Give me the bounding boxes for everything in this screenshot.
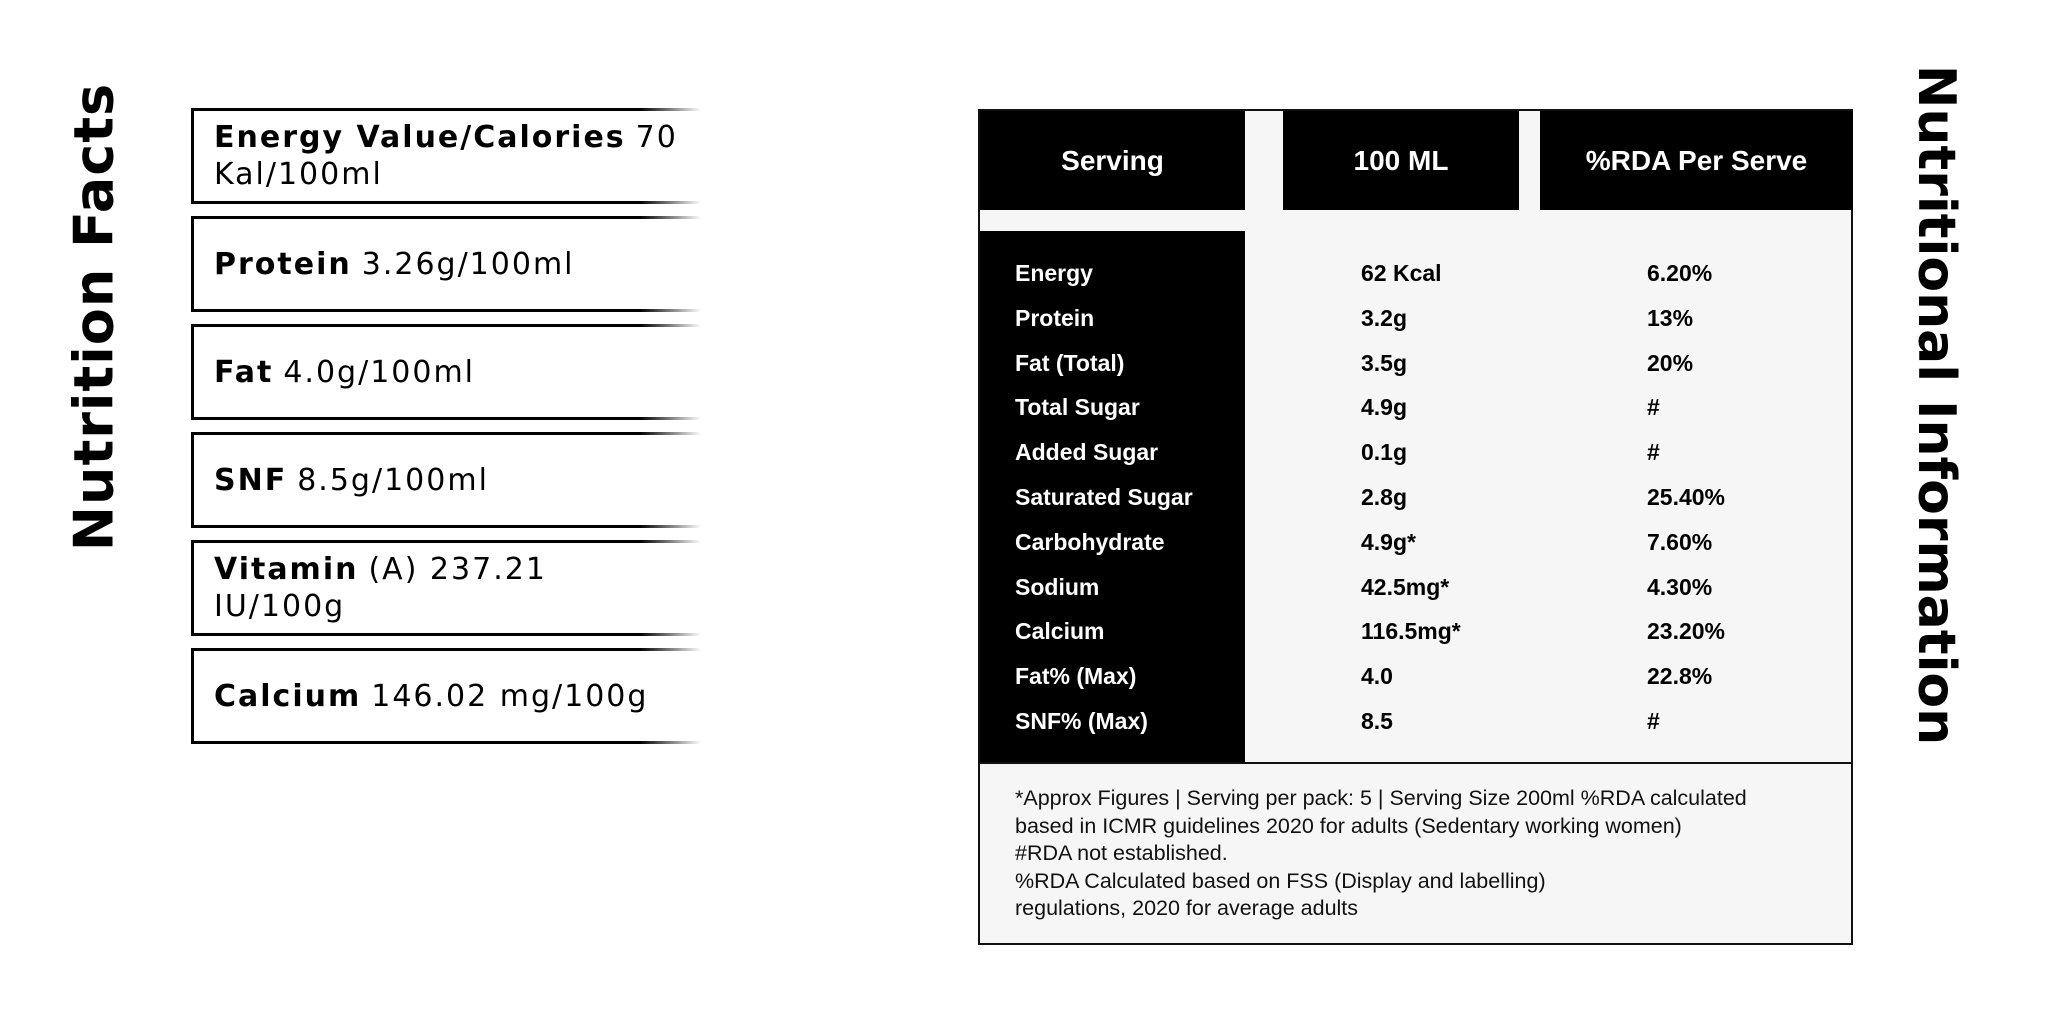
nutrient-rda: 23.20% bbox=[1647, 618, 1726, 645]
fact-text bbox=[214, 119, 681, 193]
fact-text bbox=[214, 678, 648, 715]
table-row bbox=[980, 654, 1853, 699]
footnote-line: *Approx Figures | Serving per pack: 5 | Serving Size 200ml %RDA calculated bbox=[1015, 786, 1747, 810]
fact-label: SNF bbox=[214, 462, 288, 498]
nutrient-amount: 3.5g bbox=[1361, 349, 1408, 376]
footnote-line: based in ICMR guidelines 2020 for adults (Sedentary working women) bbox=[1015, 813, 1682, 838]
nutrient-name: Fat% (Max) bbox=[1015, 663, 1137, 690]
fact-value: (A) 237.21 IU/100g bbox=[214, 552, 547, 624]
fact-label: Vitamin bbox=[214, 552, 359, 587]
nutrition-facts-list bbox=[191, 108, 701, 756]
fact-vitamin bbox=[191, 540, 701, 636]
footnote-line: regulations, 2020 for average adults bbox=[1015, 896, 1359, 920]
footnote-line: %RDA Calculated based on FSS (Display and labelling) bbox=[1015, 868, 1546, 893]
table-row bbox=[980, 475, 1853, 520]
nutrient-name: Added Sugar bbox=[1015, 439, 1159, 466]
fact-fat bbox=[191, 324, 701, 420]
nutrient-name: Carbohydrate bbox=[1015, 528, 1165, 555]
nutrient-rows bbox=[980, 251, 1853, 744]
nutrient-rda: 4.30% bbox=[1647, 573, 1713, 600]
nutrient-name: Fat (Total) bbox=[1015, 349, 1125, 376]
table-row bbox=[980, 565, 1853, 610]
nutrient-rda: # bbox=[1647, 439, 1660, 466]
table-row bbox=[980, 609, 1853, 654]
fact-value: 4.0g/100ml bbox=[283, 354, 476, 390]
footnote-line: #RDA not established. bbox=[1015, 841, 1228, 865]
table-row bbox=[980, 296, 1853, 341]
fact-value: 70 Kal/100ml bbox=[214, 120, 678, 192]
footnotes bbox=[1015, 785, 1835, 923]
nutrient-rda: 25.40% bbox=[1647, 483, 1726, 510]
fact-energy bbox=[191, 108, 701, 204]
nutrient-amount: 4.9g* bbox=[1361, 528, 1416, 555]
nutritional-information-title: Nutritional Information bbox=[1906, 64, 1966, 746]
fact-text bbox=[214, 551, 681, 625]
header-100ml: 100 ML bbox=[1283, 111, 1519, 210]
table-row bbox=[980, 520, 1853, 565]
nutrient-rda: 7.60% bbox=[1647, 528, 1713, 555]
fact-label: Protein bbox=[214, 246, 352, 282]
nutrient-amount: 42.5mg* bbox=[1361, 573, 1450, 600]
fact-text bbox=[214, 246, 575, 283]
table-row bbox=[980, 430, 1853, 475]
nutritional-info-table bbox=[978, 109, 1853, 945]
nutrient-rda: 20% bbox=[1647, 349, 1694, 376]
nutrient-rda: 6.20% bbox=[1647, 260, 1713, 286]
nutrient-amount: 3.2g bbox=[1361, 304, 1408, 331]
nutrition-facts-title: Nutrition Facts bbox=[62, 82, 126, 552]
nutrient-name: SNF% (Max) bbox=[1015, 707, 1148, 734]
table-row bbox=[980, 699, 1853, 744]
nutrient-name: Saturated Sugar bbox=[1015, 483, 1193, 510]
header-rda: %RDA Per Serve bbox=[1540, 111, 1853, 210]
footnote-divider bbox=[980, 762, 1853, 764]
fact-calcium bbox=[191, 648, 701, 744]
fact-protein bbox=[191, 216, 701, 312]
fact-value: 146.02 mg/100g bbox=[371, 678, 649, 714]
header-serving: Serving bbox=[980, 111, 1245, 210]
fact-text bbox=[214, 354, 475, 391]
nutrient-name: Calcium bbox=[1015, 618, 1105, 645]
nutrient-amount: 0.1g bbox=[1361, 439, 1408, 466]
fact-label: Energy Value/Calories bbox=[214, 120, 626, 155]
nutrient-amount: 62 Kcal bbox=[1361, 260, 1442, 286]
table-row bbox=[980, 341, 1853, 386]
nutrient-rda: # bbox=[1647, 394, 1660, 421]
nutrient-amount: 4.9g bbox=[1361, 394, 1408, 421]
nutrient-amount: 2.8g bbox=[1361, 483, 1408, 510]
nutrient-name: Sodium bbox=[1015, 573, 1100, 600]
fact-label: Calcium bbox=[214, 678, 362, 714]
table-row bbox=[980, 251, 1853, 296]
nutrient-rda: # bbox=[1647, 707, 1660, 734]
fact-value: 3.26g/100ml bbox=[361, 246, 575, 282]
fact-text bbox=[214, 462, 489, 499]
table-row bbox=[980, 385, 1853, 430]
nutrient-amount: 8.5 bbox=[1361, 707, 1393, 734]
nutrient-rda: 13% bbox=[1647, 304, 1694, 331]
fact-snf bbox=[191, 432, 701, 528]
nutrient-amount: 4.0 bbox=[1361, 663, 1393, 690]
nutrient-rda: 22.8% bbox=[1647, 663, 1713, 690]
fact-value: 8.5g/100ml bbox=[297, 462, 489, 498]
nutrient-name: Protein bbox=[1015, 304, 1095, 331]
nutrient-amount: 116.5mg* bbox=[1361, 618, 1461, 645]
nutrient-name: Total Sugar bbox=[1015, 394, 1140, 421]
nutrient-name: Energy bbox=[1015, 260, 1093, 286]
fact-label: Fat bbox=[214, 354, 274, 390]
